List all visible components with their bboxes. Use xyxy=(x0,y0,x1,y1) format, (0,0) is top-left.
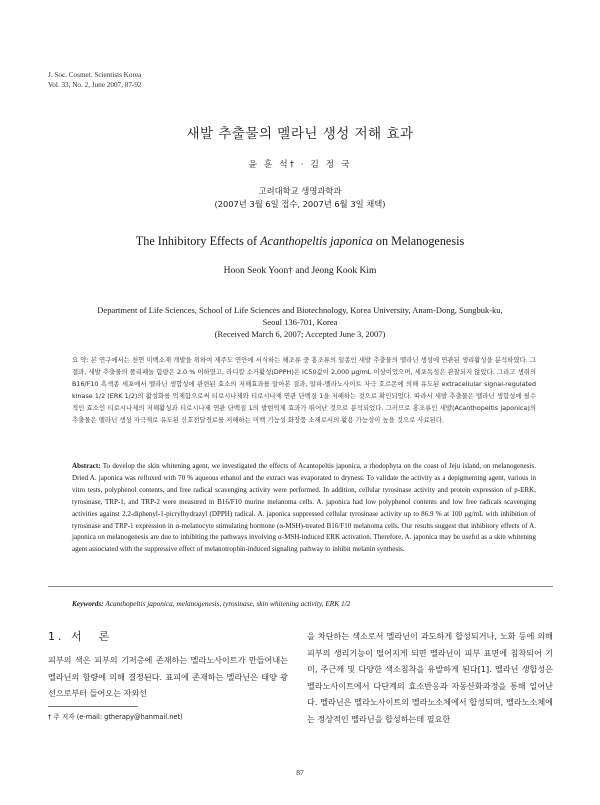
english-title-species: Acanthopeltis japonica xyxy=(260,234,373,248)
keywords xyxy=(72,598,536,609)
english-abstract xyxy=(72,461,536,556)
journal-citation xyxy=(48,70,142,90)
section-heading-introduction: 1. 서 론 xyxy=(48,630,113,643)
korean-title: 새발 추출물의 멜라닌 생성 저해 효과 xyxy=(186,126,414,142)
korean-dates: (2007년 3월 6일 접수, 2007년 6월 3일 채택) xyxy=(214,199,386,209)
footnote-divider xyxy=(48,706,138,707)
page-number: 87 xyxy=(296,768,304,777)
english-title-end: on Melanogenesis xyxy=(372,234,465,248)
korean-authors: 윤 훈 석† · 김 정 국 xyxy=(248,160,352,170)
english-title-start: The Inhibitory Effects of xyxy=(135,234,261,248)
received-dates: (Received March 6, 2007; Accepted June 3, 2007) xyxy=(214,329,386,339)
keywords-label: Keywords: xyxy=(72,599,104,608)
affiliation-city: Seoul 136-701, Korea xyxy=(262,317,338,327)
abstract-label: Abstract: xyxy=(72,462,101,470)
affiliation-line: Department of Life Sciences, School of Life Sciences and Biotechnology, Korea University, Anam-Dong, Sungbuk-ku, xyxy=(97,305,503,315)
journal-volume: Vol. 33, No. 2, June 2007, 87-92 xyxy=(48,81,142,89)
body-column-left: 피부의 색은 피부의 기저층에 존재하는 멜라노사이트가 만들어내는 멜라닌의 함량에 의해 결정된다. 표피에 존재하는 멜라닌은 태양 광선으로부터 들어오는 자외선 xyxy=(48,655,288,698)
footnote-corresponding-author: † 주 저자 (e-mail: gtherapy@hanmail.net) xyxy=(48,713,183,721)
journal-name: J. Soc. Cosmet. Scientists Korea xyxy=(48,71,142,79)
keywords-list: Acanthopeltis japonica, melanogenesis, tyrosinase, skin whitening activity, ERK 1/2 xyxy=(103,599,351,608)
korean-affiliation: 고려대학교 생명과학과 xyxy=(258,186,342,196)
body-column-right: 을 차단하는 색소로서 멜라닌이 과도하게 합성되거나, 노화 등에 의해 피부의 생리기능이 떨어지게 되면 멜라닌이 피부 표면에 침착되어 기미, 주근깨 및 다양한 색소침착을 유발하게 된다[1]. 멜라닌 생합성은 멜라노사이트에서 다단계의 효소반응과 자동산화과정을 통해 일어난다. 멜라닌은 멜라노사이트의 멜라노소체에서 합성되며, 멜라노소체에는 정상적인 멜라닌을 합성하는데 필요한 xyxy=(307,631,553,724)
english-affiliation xyxy=(60,304,540,340)
korean-abstract: 요 약: 본 연구에서는 천연 미백소재 개발을 위하여 제주도 연안에 서식하는 해조류 중 홍조류의 일종인 새발 추출물의 멜라닌 생성에 연관된 생리활성을 분석하였다. 그 결과, 새발 추출물의 폴리페놀 함량은 2.0 % 이하였고, 라디칼 소거활성(DPPH)은 IC50값이 2,000 μg/mL 이상이었으며, 세포독성은 관찰되지 않았다. 그리고 생쥐의 B16/F10 흑색종 세포에서 멜라닌 생합성에 관련된 효소의 저해효과를 알아본 결과, 알파-멜라노사이트 자극 호르몬에 의해 유도된 extracellular signal-regulated kinase 1/2 (ERK 1/2)의 활성화를 억제함으로써 티로시나제와 티로시나제 연관 단백질 1을 저해하는 것으로 확인되었다. 따라서 새발 추출물은 멜라닌 생합성에 필수적인 효소인 티로시나제의 저해활성과 티로시나제 연관 단백질 1의 발현억제 효과가 뛰어난 것으로 분석되었다. 그러므로 홍조류인 새발(Acanthopeltis japonica)의 추출물은 멜라닌 생성 자극제로 유도된 신호전달경로를 저해하는 미백 기능성 화장품 소재로서의 활용 가능성이 높을 것으로 사료된다. xyxy=(72,356,536,424)
english-title xyxy=(0,234,600,249)
english-authors: Hoon Seok Yoon† and Jeong Kook Kim xyxy=(223,266,377,276)
abstract-text: To develop the skin whitening agent, we investigated the effects of Acantopeltis japonica, a rhodophyta on the coast of Jeju island, on melanogenesis. Dried A. japonica was refluxed with 70 % aqueous ethanol and the extract was evaporated to dryness. To validate the activity as a depigmenting agent, various in vitro tests, polyphenol contents, and free radical scavenging activity were performed. In addition, cellular tyrosinase activity and protein expression of p-ERK, tyrosinase, TRP-1, and TRP-2 were measured in B16/F10 murine melanoma cells. A. japonica had low polyphenol contents and low free radicals scavenging activities against 2,2-diphenyl-1-picrylhydrazyl (DPPH) radical. A. japonica suppressed cellular tyrosinase activity up to 86.9 % at 100 μg/mL with inhibition of tyrosinase and TRP-1 expression in α-melanocyte stimulating hormone (α-MSH)-treated B16/F10 melanoma cells. Our results suggest that inhibitory effects of A. japonica on melanogenesis are due to inhibiting the pathways involving α-MSH-induced ERK activation. Therefore, A. japonica may be useful as a skin whitening agent associated with the suppressive effect of melanotrophin-induced signaling pathway to inhibit melanin synthesis. xyxy=(72,462,536,554)
divider-line xyxy=(48,586,553,587)
